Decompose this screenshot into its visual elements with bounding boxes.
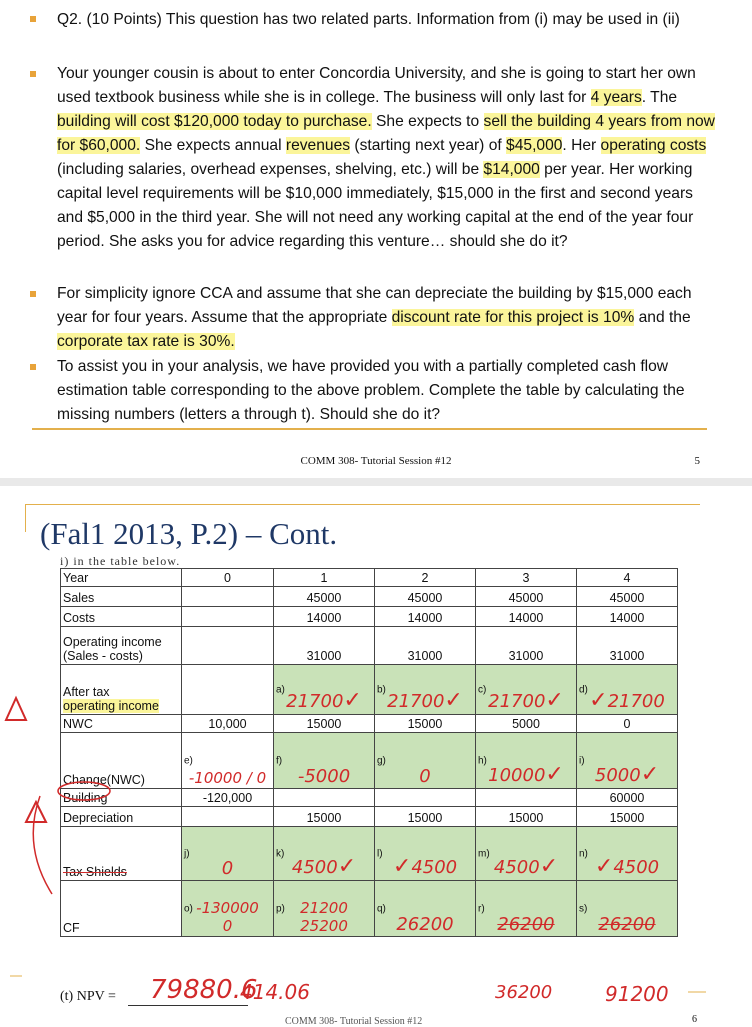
- annotation-marks: [0, 486, 752, 1024]
- year-3: 3: [476, 569, 577, 587]
- npv-handwritten-alt: 414.06: [240, 980, 310, 1004]
- page-number: 6: [692, 1014, 697, 1025]
- cell: 15000: [375, 715, 476, 733]
- cell-g: g) 0: [375, 733, 476, 789]
- checkmark-icon: ✓: [539, 853, 559, 878]
- cell: 60000: [577, 789, 678, 807]
- cell: 14000: [476, 607, 577, 627]
- cell: 31000: [476, 627, 577, 665]
- checkmark-icon: ✓: [337, 853, 357, 878]
- cell: 14000: [375, 607, 476, 627]
- cell-c: c) 21700✓: [476, 665, 577, 715]
- cell: 31000: [577, 627, 678, 665]
- cell: 15000: [274, 807, 375, 827]
- cell-d: d) ✓21700: [577, 665, 678, 715]
- after-tax-label: After tax operating income: [61, 665, 182, 715]
- operating-income-label: Operating income (Sales - costs): [61, 627, 182, 665]
- bullet-marker: [30, 291, 36, 297]
- divider: [32, 428, 707, 430]
- year-2: 2: [375, 569, 476, 587]
- npv-label: (t) NPV =: [60, 989, 116, 1004]
- change-nwc-label: Change(NWC): [61, 733, 182, 789]
- npv-handwritten: 79880.6: [150, 975, 258, 1005]
- delta-icon: [6, 698, 26, 720]
- sales-label: Sales: [61, 587, 182, 607]
- depreciation-label: Depreciation: [61, 807, 182, 827]
- cell: 15000: [274, 715, 375, 733]
- cell: 45000: [476, 587, 577, 607]
- bullet-marker: [30, 364, 36, 370]
- checkmark-icon: ✓: [343, 687, 362, 712]
- slide-6: [0, 486, 752, 1027]
- checkmark-icon: ✓: [392, 853, 412, 878]
- footer: COMM 308- Tutorial Session #12: [285, 1016, 423, 1027]
- cell: 14000: [577, 607, 678, 627]
- cell: 45000: [577, 587, 678, 607]
- cell: 31000: [274, 627, 375, 665]
- checkmark-icon: ✓: [594, 853, 614, 878]
- cell-i: i) 5000✓: [577, 733, 678, 789]
- cell-k: k) 4500✓: [274, 827, 375, 881]
- bullet-marker: [30, 71, 36, 77]
- tax-shields-label: Tax Shields: [61, 827, 182, 881]
- checkmark-icon: ✓: [545, 687, 564, 712]
- checkmark-icon: ✓: [545, 761, 564, 786]
- cell: 45000: [375, 587, 476, 607]
- cell: 15000: [577, 807, 678, 827]
- cell: 0: [577, 715, 678, 733]
- page-number: 5: [694, 455, 700, 467]
- bullet-marker: [30, 16, 36, 22]
- assumptions-paragraph: For simplicity ignore CCA and assume that she can depreciate the building by $15,000 each year for four years. Assume that the appropriate discount rate for this project is 10% and the corporate tax rate is 30%.: [57, 285, 692, 350]
- cell: 15000: [375, 807, 476, 827]
- year-4: 4: [577, 569, 678, 587]
- checkmark-icon: ✓: [444, 687, 463, 712]
- bracket-mark: [33, 796, 52, 894]
- cell-p: p) 21200 25200: [274, 881, 375, 937]
- checkmark-icon: ✓: [589, 687, 608, 712]
- instructions-paragraph: To assist you in your analysis, we have provided you with a partially completed cash flow estimation table corresponding to the above problem. Complete the table by calculating the missing numbers (letters a through t). Should she do it?: [57, 358, 685, 423]
- cell-j: j) 0: [182, 827, 274, 881]
- year-0: 0: [182, 569, 274, 587]
- cell: 14000: [274, 607, 375, 627]
- problem-paragraph: Your younger cousin is about to enter Concordia University, and she is going to start her own used textbook business while she is in college. The business will only last for 4 years. The building will cost $120,000 today to purchase. She expects to sell the building 4 years from now for $60,000. She expects annual revenues (starting next year) of $45,000. Her operating costs (including salaries, overhead expenses, shelving, etc.) will be $14,000 per year. Her working capital level requirements will be $10,000 immediately, $15,000 in the first and second years and $5,000 in the third year. She will not need any working capital at the end of the year four period. She asks you for advice regarding this venture… should she do it?: [57, 65, 715, 250]
- cell: 31000: [375, 627, 476, 665]
- nwc-label: NWC: [61, 715, 182, 733]
- cell-h: h) 10000✓: [476, 733, 577, 789]
- question-heading: Q2. (10 Points) This question has two related parts. Information from (i) may be used in (ii): [57, 11, 680, 28]
- slide-gap: [0, 478, 752, 486]
- cell-b: b) 21700✓: [375, 665, 476, 715]
- checkmark-icon: ✓: [640, 761, 660, 786]
- cell-s: s) 26200: [577, 881, 678, 937]
- cell: -120,000: [182, 789, 274, 807]
- cutoff-text: i) in the table below.: [60, 554, 181, 568]
- cell-n: n) ✓4500: [577, 827, 678, 881]
- year-label: Year: [61, 569, 182, 587]
- cell: 5000: [476, 715, 577, 733]
- cell-e: e) -10000 / 0: [182, 733, 274, 789]
- building-label: Building: [61, 789, 182, 807]
- cell: 10,000: [182, 715, 274, 733]
- cell-r: r) 26200: [476, 881, 577, 937]
- footer: COMM 308- Tutorial Session #12: [300, 455, 452, 467]
- costs-label: Costs: [61, 607, 182, 627]
- cell-l: l) ✓4500: [375, 827, 476, 881]
- slide-5: [0, 0, 752, 478]
- slide-title: (Fal1 2013, P.2) – Cont.: [40, 516, 338, 551]
- cf-label: CF: [61, 881, 182, 937]
- cell: 15000: [476, 807, 577, 827]
- year-1: 1: [274, 569, 375, 587]
- cell-m: m) 4500✓: [476, 827, 577, 881]
- cell-f: f) -5000: [274, 733, 375, 789]
- cell-q: q) 26200: [375, 881, 476, 937]
- year3-total: 36200: [495, 982, 553, 1003]
- circle-mark: [58, 782, 110, 800]
- cell: 45000: [274, 587, 375, 607]
- cell-o: o) -130000 0: [182, 881, 274, 937]
- year4-total: 91200: [605, 982, 669, 1006]
- npv-answer-line: [128, 1005, 248, 1006]
- cell-a: a) 21700✓: [274, 665, 375, 715]
